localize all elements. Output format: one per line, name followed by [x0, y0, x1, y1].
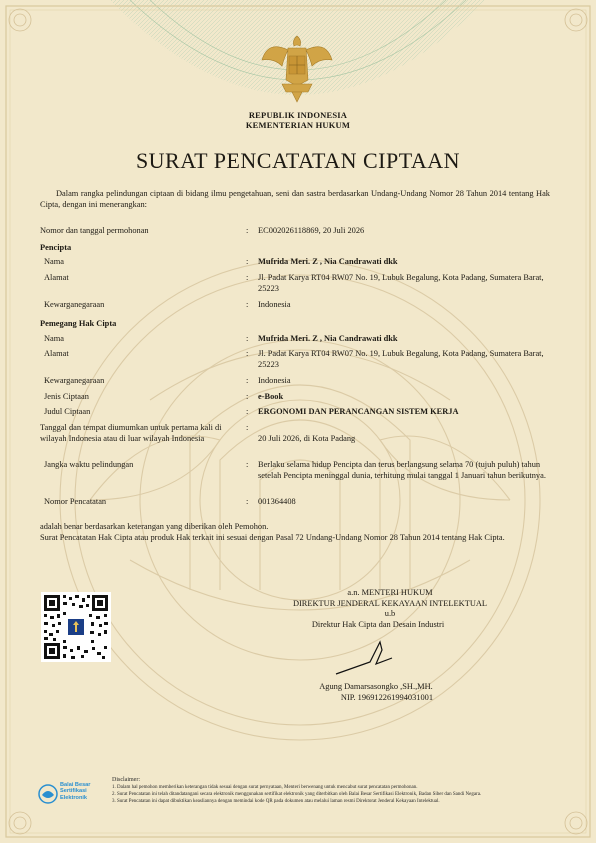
signature-line-4: Direktur Hak Cipta dan Desain Industri — [311, 620, 445, 629]
field-label: Kewarganegaraan — [44, 376, 105, 385]
field-label: Jangka waktu pelindungan — [44, 460, 134, 469]
field-value: Mufrida Meri. Z , Nia Candrawati dkk — [258, 334, 398, 343]
disclaimer-heading: Disclaimer: — [112, 777, 140, 783]
field-label: Alamat — [44, 273, 69, 282]
garuda-emblem-icon — [258, 30, 336, 106]
field-value: Indonesia — [258, 300, 291, 309]
signature-line-2: DIREKTUR JENDERAL KEKAYAAN INTELEKTUAL — [292, 599, 488, 608]
disclaimer-note-3: 3. Surat Pencatatan ini dapat dibuktikan keasliannya dengan memindai kode QR pada dokumen atau melalui laman resmi Direktorat Jenderal Kekayaan Intelektual. — [112, 799, 440, 804]
field-label: Nomor dan tanggal permohonan — [40, 226, 149, 235]
signature-line-3: u.b — [384, 609, 396, 618]
intro-paragraph: Dalam rangka pelindungan ciptaan di bidang ilmu pengetahuan, seni dan sastra berdasarkan Undang-Undang Nomor 28 Tahun 2014 tentang Hak Cipta, dengan ini menerangkan: — [40, 189, 550, 209]
field-value: EC002026118869, 20 Juli 2026 — [258, 226, 365, 235]
ministry-name: KEMENTERIAN HUKUM — [245, 120, 351, 130]
logo-text-1: Balai Besar — [60, 782, 91, 788]
field-label: Nama — [44, 257, 64, 266]
logo-text-2: Sertifikasi — [60, 788, 87, 795]
field-label: Tanggal dan tempat diumumkan untuk pertama kali di wilayah Indonesia atau di luar wilayah Indonesia — [40, 423, 222, 443]
field-label: Judul Ciptaan — [44, 407, 91, 416]
field-label: Nomor Pencatatan — [44, 497, 107, 506]
disclaimer-note-2: 2. Surat Pencatatan ini telah ditandatangani secara elektronik menggunakan sertifikat elektronik yang diterbitkan oleh Balai Besar Sertifikasi Elektronik, Badan Siber dan Sandi Negara. — [112, 792, 482, 797]
signer-name: Agung Damarsasongko ,SH.,MH. — [319, 682, 433, 691]
field-value: 20 Juli 2026, di Kota Padang — [258, 434, 356, 443]
bsre-logo — [38, 782, 108, 808]
field-label: Jenis Ciptaan — [44, 392, 89, 401]
section-heading-pemegang: Pemegang Hak Cipta — [40, 319, 117, 328]
document-title: SURAT PENCATATAN CIPTAAN — [135, 148, 461, 173]
qr-code-icon[interactable] — [41, 592, 111, 662]
field-value: ERGONOMI DAN PERANCANGAN SISTEM KERJA — [258, 407, 459, 416]
logo-text-3: Elektronik — [60, 794, 88, 801]
handwritten-signature-icon — [330, 630, 440, 680]
field-label: Nama — [44, 334, 64, 343]
signature-line-1: a.n. MENTERI HUKUM — [347, 588, 433, 597]
closing-line-2: Surat Pencatatan Hak Cipta atau produk Hak terkait ini sesuai dengan Pasal 72 Undang-Undang Nomor 28 Tahun 2014 tentang Hak Cipta. — [40, 533, 505, 542]
field-value: 001364408 — [258, 497, 296, 506]
bsre-logo-icon — [38, 784, 58, 804]
closing-line-1: adalah benar berdasarkan keterangan yang diberikan oleh Pemohon. — [40, 522, 269, 531]
field-value: Indonesia — [258, 376, 291, 385]
disclaimer-note-1: 1. Dalam hal pemohon memberikan keterangan tidak sesuai dengan surat pernyataan, Menteri berwenang untuk mencabut surat pencatatan permohonan. — [112, 785, 418, 790]
field-value: e-Book — [258, 392, 284, 401]
disclaimer-notes — [112, 777, 562, 805]
field-label: Kewarganegaraan — [44, 300, 105, 309]
signer-nip: NIP. 196912261994031001 — [340, 693, 434, 702]
field-label: Alamat — [44, 349, 69, 358]
country-name: REPUBLIK INDONESIA — [248, 110, 348, 120]
field-value: Jl. Padat Karya RT04 RW07 No. 19, Lubuk Begalung, Kota Padang, Sumatera Barat, 25223 — [258, 273, 544, 293]
field-value: Berlaku selama hidup Pencipta dan terus berlangsung selama 70 (tujuh puluh) tahun setelah Pencipta meninggal dunia, terhitung mulai tanggal 1 Januari tahun berikutnya. — [258, 460, 546, 480]
field-value: Mufrida Meri. Z , Nia Candrawati dkk — [258, 257, 398, 266]
certificate-page: REPUBLIK INDONESIA KEMENTERIAN HUKUM SURAT PENCATATAN CIPTAAN Dalam rangka pelindungan ciptaan di bidang ilmu pengetahuan, seni dan sastra berdasarkan Undang-Undang Nomor 28 Tahun 2014 tentang Hak Cipta, dengan ini menerangkan: Nomor dan tanggal permohonan : EC002026118869, 20 Juli 2026 Pencipta Nama : Mufrida Meri. Z , Nia Candrawati dkk Alamat : Jl. Padat Karya RT04 RW07 No. 19, Lubuk Begalung, Kota Padang, Sumatera Barat, 25223 Kewarganegaraan : Indonesia Pemegang Hak Cipta Nama : Mufrida Meri. Z , Nia Candrawati dkk Alamat : Jl. Padat Karya RT04 RW07 No. 19, Lubuk Begalung, Kota Padang, Sumatera Barat, 25223 Kewarganegaraan : Indonesia Jenis Ciptaan : e-Book Judul Ciptaan : ERGONOMI DAN PERANCANGAN SISTEM KERJA Tanggal dan tempat diumumkan untuk pertama kali di wilayah Indonesia atau di luar wilayah Indonesia : 20 Juli 2026, di Kota Padang Jangka waktu pelindungan : Berlaku selama hidup Pencipta dan terus berlangsung selama 70 (tujuh puluh) tahun setelah Pencipta meninggal dunia, terhitung mulai tanggal 1 Januari tahun berikutnya. Nomor Pencatatan : 001364408 adalah benar berdasarkan keterangan yang diberikan oleh Pemohon. Surat Pencatatan Hak Cipta atau produk Hak terkait ini sesuai dengan Pasal 72 Undang-Undang Nomor 28 Tahun 2014 tentang Hak Cipta. a.n. MENTERI HUKUM DIREKTUR JENDERAL KEKAYAAN INTELEKTUAL u.b Direktur Hak Cipta dan Desain Industri Agung Damarsasongko ,SH.,MH. NIP. 196912261994031001 Balai Besar Sertifikasi Elektronik Disclaimer: 1. Dalam hal pemohon memberikan keterangan tidak sesuai dengan surat pernyataan, Menteri berwenang untuk mencabut surat pencatatan permohonan. 2. Surat Pencatatan ini telah ditandatangani secara elektronik menggunakan sertifikat elektronik yang diterbitkan oleh Balai Besar Sertifikasi Elektronik, Badan Siber dan Sandi Negara. 3. Surat Pencatatan ini dapat dibuktikan keasliannya dengan memindai kode QR pada dokumen atau melalui laman resmi Direktorat Jenderal Kekayaan Intelektual. — [0, 0, 596, 843]
section-heading-pencipta: Pencipta — [40, 243, 72, 252]
field-value: Jl. Padat Karya RT04 RW07 No. 19, Lubuk Begalung, Kota Padang, Sumatera Barat, 25223 — [258, 349, 544, 369]
